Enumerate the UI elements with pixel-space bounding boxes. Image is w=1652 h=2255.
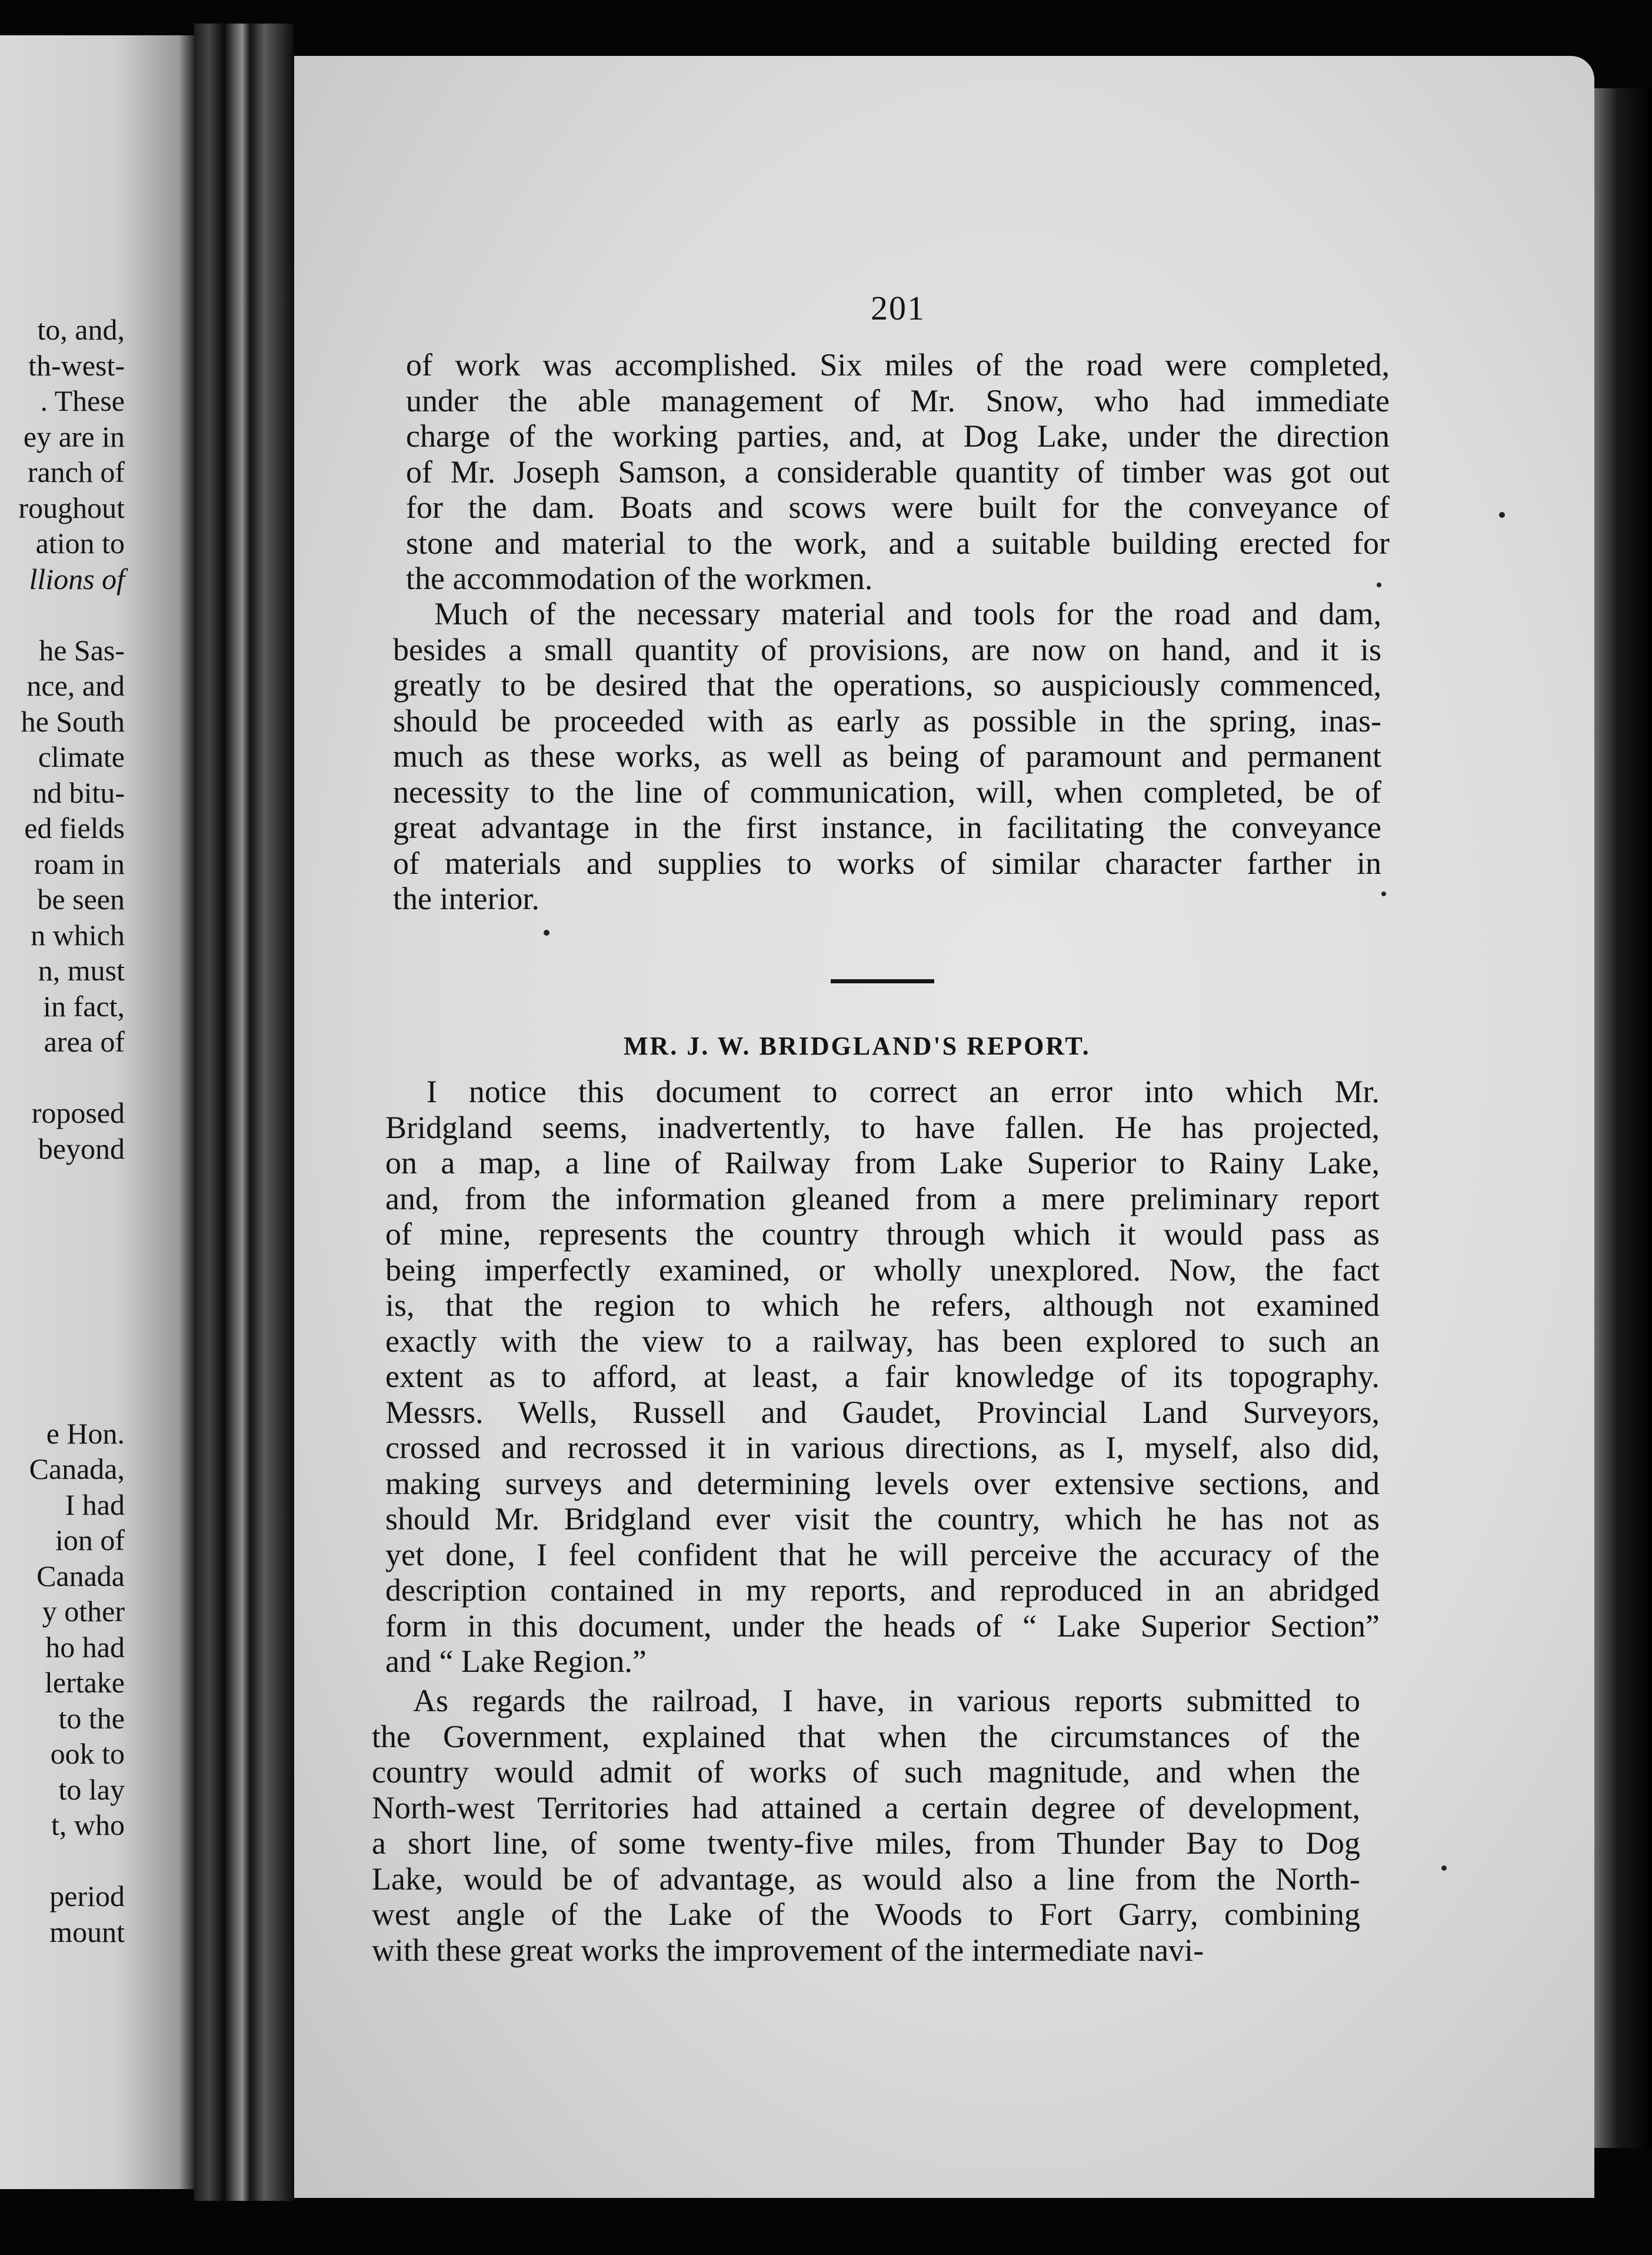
text-line: Much of the necessary material and tools for the road and dam,	[434, 596, 1381, 631]
left-text-fragment: mount	[49, 1915, 125, 1948]
ink-speck	[1377, 583, 1381, 587]
text-line: making surveys and determining levels over extensive sections, and	[385, 1465, 1380, 1501]
left-text-fragment: n which	[31, 918, 125, 952]
left-text-fragment: llions of	[29, 562, 125, 596]
text-line: a short line, of some twenty-five miles, from Thunder Bay to Dog	[372, 1825, 1360, 1861]
left-text-fragment: period	[49, 1880, 125, 1913]
left-text-fragment: to the	[58, 1701, 125, 1735]
text-line: crossed and recrossed it in various directions, as I, myself, also did,	[385, 1430, 1380, 1465]
text-line: of mine, represents the country through which it would pass as	[385, 1216, 1380, 1252]
left-text-fragment: lertake	[44, 1666, 125, 1699]
left-text-fragment: ed fields	[24, 811, 125, 844]
text-line: great advantage in the first instance, in facilitating the conveyance	[393, 810, 1381, 845]
text-line: with these great works the improvement of the intermediate navi-	[372, 1932, 1204, 1968]
text-line: much as these works, as well as being of paramount and permanent	[393, 739, 1381, 774]
left-text-fragment: roposed	[31, 1096, 125, 1129]
page-edge	[1594, 88, 1652, 2148]
left-text-fragment: roughout	[18, 491, 125, 524]
text-line: stone and material to the work, and a suitable building erected for	[406, 525, 1390, 561]
text-line: being imperfectly examined, or wholly unexplored. Now, the fact	[385, 1252, 1380, 1288]
text-line: charge of the working parties, and, at Dog Lake, under the direction	[406, 418, 1390, 454]
left-text-fragment: to, and,	[37, 313, 125, 346]
ink-speck	[1381, 892, 1386, 896]
left-text-fragment: in fact,	[43, 989, 125, 1023]
text-line: of materials and supplies to works of similar character farther in	[393, 845, 1381, 881]
left-text-fragment: be seen	[37, 883, 125, 916]
text-line: under the able management of Mr. Snow, who had immediate	[406, 383, 1390, 418]
left-text-fragment: ation to	[35, 527, 125, 560]
page-number: 201	[871, 289, 925, 327]
left-text-fragment: y other	[42, 1595, 125, 1628]
text-line: of work was accomplished. Six miles of the road were completed,	[406, 347, 1390, 383]
text-line: extent as to afford, at least, a fair knowledge of its topography.	[385, 1359, 1380, 1394]
paragraph-1	[406, 347, 1390, 597]
text-line: Lake, would be of advantage, as would also a line from the North-	[372, 1861, 1360, 1897]
text-line: for the dam. Boats and scows were built for the conveyance of	[406, 490, 1390, 525]
left-text-fragment: ion of	[55, 1524, 125, 1556]
left-text-fragment: nd bitu-	[32, 776, 125, 809]
text-line: description contained in my reports, and reproduced in an abridged	[385, 1572, 1380, 1608]
paragraph-3	[385, 1074, 1380, 1679]
left-text-fragment: he Sas-	[39, 633, 125, 667]
text-line: should Mr. Bridgland ever visit the country, which he has not as	[385, 1501, 1380, 1536]
left-text-fragment: area of	[44, 1025, 125, 1058]
text-line: besides a small quantity of provisions, are now on hand, and it is	[393, 631, 1381, 667]
left-text-fragment: ook to	[50, 1737, 125, 1770]
left-text-fragment: roam in	[34, 847, 125, 880]
text-line: and, from the information gleaned from a mere preliminary report	[385, 1180, 1380, 1216]
left-text-fragment: Canada	[36, 1559, 125, 1592]
text-line: greatly to be desired that the operations, so auspiciously commenced,	[393, 667, 1381, 703]
left-text-fragment: ranch of	[27, 455, 125, 488]
text-line: of Mr. Joseph Samson, a considerable quantity of timber was got out	[406, 454, 1390, 490]
text-line: As regards the railroad, I have, in various reports submitted to	[413, 1683, 1360, 1718]
text-line: is, that the region to which he refers, although not examined	[385, 1288, 1380, 1323]
left-text-fragment: t, who	[51, 1808, 125, 1841]
left-text-fragment: nce, and	[26, 669, 125, 702]
text-line: west angle of the Lake of the Woods to Fort Garry, combining	[372, 1897, 1360, 1932]
left-text-fragment: ey are in	[23, 420, 125, 453]
text-line: North-west Territories had attained a certain degree of development,	[372, 1790, 1360, 1825]
left-text-fragment: n, must	[38, 954, 125, 987]
text-line: on a map, a line of Railway from Lake Superior to Rainy Lake,	[385, 1145, 1380, 1180]
left-text-fragment: climate	[38, 740, 125, 773]
ink-speck	[1499, 512, 1505, 518]
text-line: the accommodation of the workmen.	[406, 561, 873, 596]
ink-speck	[544, 930, 549, 936]
text-line: and “ Lake Region.”	[385, 1644, 647, 1679]
left-text-fragment: beyond	[38, 1132, 125, 1165]
left-text-fragment: . These	[40, 384, 125, 417]
section-divider	[831, 979, 934, 983]
left-text-fragment: he South	[21, 704, 125, 738]
text-line: should be proceeded with as early as possible in the spring, inas-	[393, 703, 1381, 739]
left-text-fragment: e Hon.	[46, 1416, 125, 1450]
text-line: form in this document, under the heads of “ Lake Superior Section”	[385, 1608, 1380, 1644]
text-line: the Government, explained that when the circumstances of the	[372, 1718, 1360, 1754]
text-line: exactly with the view to a railway, has been explored to such an	[385, 1323, 1380, 1359]
book-gutter	[194, 24, 294, 2201]
left-text-fragment: th-west-	[28, 348, 125, 382]
left-text-fragment: to lay	[58, 1772, 125, 1806]
left-text-fragment: ho had	[45, 1630, 125, 1664]
text-line: necessity to the line of communication, will, when completed, be of	[393, 774, 1381, 810]
paragraph-2	[393, 596, 1381, 917]
left-text-fragment: I had	[65, 1488, 125, 1521]
section-heading: MR. J. W. BRIDGLAND'S REPORT.	[624, 1032, 1091, 1060]
ink-speck	[1441, 1865, 1447, 1871]
left-text-fragment: Canada,	[29, 1452, 125, 1485]
text-line: Messrs. Wells, Russell and Gaudet, Provincial Land Surveyors,	[385, 1394, 1380, 1430]
text-line: the interior.	[393, 881, 539, 916]
paragraph-4	[372, 1683, 1360, 1968]
text-line: country would admit of works of such magnitude, and when the	[372, 1754, 1360, 1790]
text-line: I notice this document to correct an error into which Mr.	[427, 1074, 1380, 1109]
text-line: yet done, I feel confident that he will perceive the accuracy of the	[385, 1536, 1380, 1572]
text-line: Bridgland seems, inadvertently, to have fallen. He has projected,	[385, 1109, 1380, 1145]
left-facing-page	[0, 35, 194, 2189]
